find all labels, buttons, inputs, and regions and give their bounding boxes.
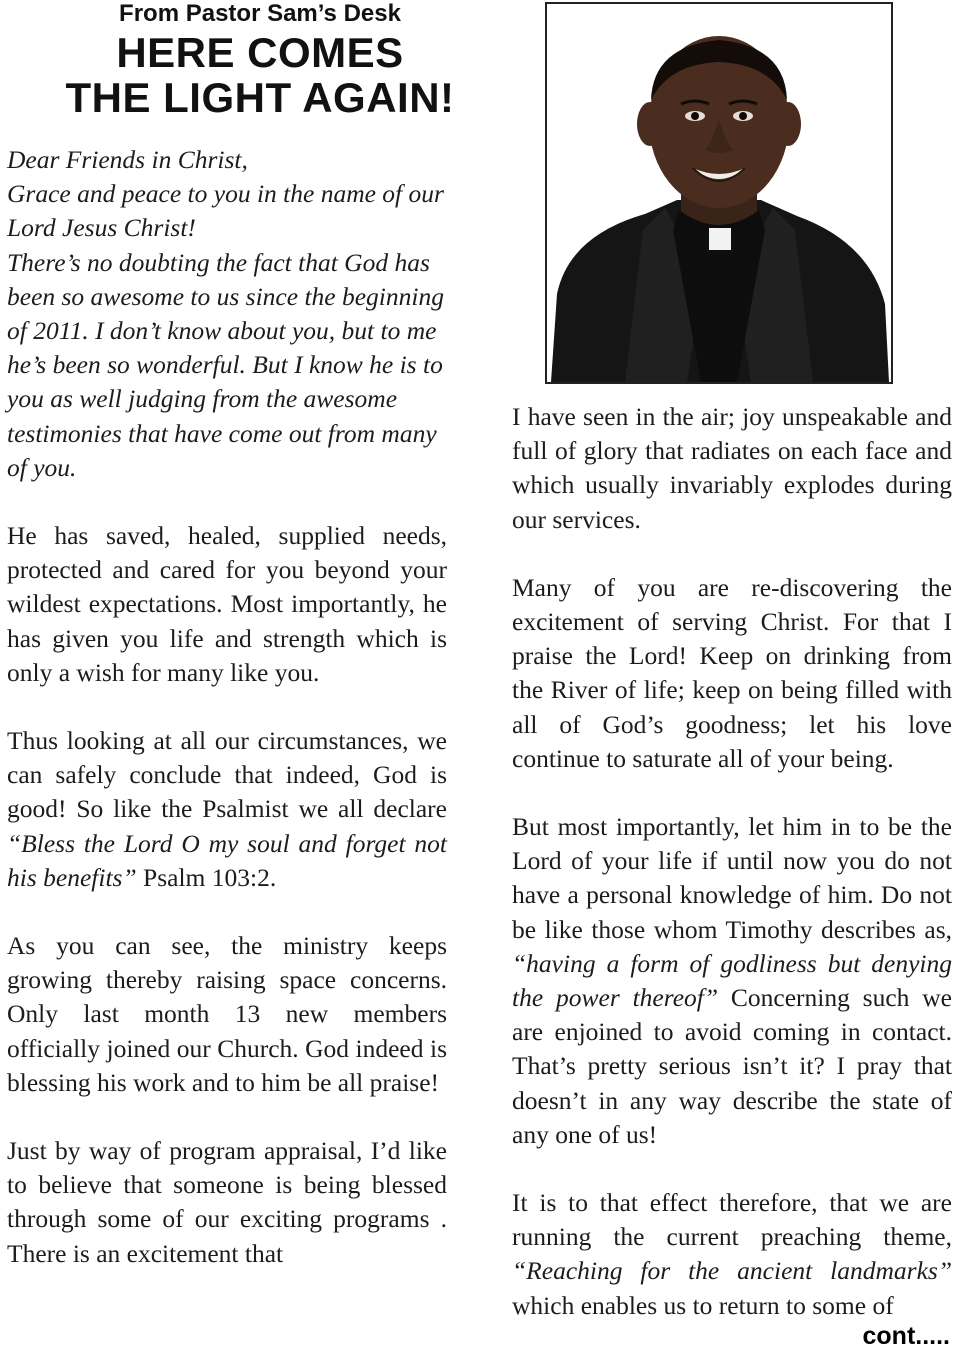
headline	[0, 30, 520, 120]
paragraph-text: Psalm 103:2.	[136, 862, 277, 892]
paragraph-text: Concerning such we are enjoined to avoid coming in contact. That’s pretty serious isn’t it? I pray that doesn’t in any way describe the state of any one of us!	[512, 983, 952, 1149]
paragraph-text: Thus looking at all our circumstances, we can safely conclude that indeed, God is good! So like the Psalmist we all declare	[7, 726, 447, 824]
body-paragraph-1: He has saved, healed, supplied needs, protected and cared for you beyond your wildest expectations. Most importantly, he has given you life and strength which is only a wish for many like you.	[7, 521, 447, 687]
body-paragraph-4: Just by way of program appraisal, I’d like to believe that someone is being blessed through some of our exciting programs . There is an excitement that	[7, 1136, 447, 1268]
opening-paragraph	[7, 143, 447, 485]
continued-marker: cont.....	[862, 1322, 950, 1350]
right-column	[512, 400, 952, 1323]
column-kicker: From Pastor Sam’s Desk	[119, 0, 401, 27]
left-column	[7, 143, 447, 1271]
intro-text: There’s no doubting the fact that God has been so awesome to us since the beginning of 2011. I don’t know about you, but to me he’s been so wonderful. But I know he is to you as well judging from the awesome testimonies that have come out from many of you.	[7, 247, 444, 482]
paragraph-text: It is to that effect therefore, that we are running the current preaching theme,	[512, 1188, 952, 1252]
timothy-quote: “having a form of godliness but denying the power thereof”	[512, 948, 952, 1013]
pastor-portrait	[547, 4, 891, 382]
pastor-photo	[545, 2, 893, 384]
greeting: Dear Friends in Christ,	[7, 145, 248, 174]
psalm-quote: “Bless the Lord O my soul and forget not his benefits”	[7, 828, 447, 892]
body-paragraph-5: I have seen in the air; joy unspeakable and full of glory that radiates on each face and which usually invariably explodes during our services.	[512, 402, 952, 534]
paragraph-text: But most importantly, let him in to be the Lord of your life if until now you do not have a personal knowledge of him. Do not be like those whom Timothy describes as,	[512, 812, 952, 944]
headline-line-2: THE LIGHT AGAIN!	[65, 74, 455, 121]
body-paragraph-8	[512, 1186, 952, 1323]
body-paragraph-6: Many of you are re-discovering the excitement of serving Christ. For that I praise the Lord! Keep on drinking from the River of life; keep on being filled with all of God’s goodness; let his love continue to saturate all of your being.	[512, 572, 952, 773]
greeting-blessing: Grace and peace to you in the name of our Lord Jesus Christ!	[7, 179, 444, 243]
body-paragraph-3: As you can see, the ministry keeps growing thereby raising space concerns. Only last month 13 new members officially joined our Church. God indeed is blessing his work and to him be all praise!	[7, 931, 447, 1097]
paragraph-text: which enables us to return to some of	[512, 1290, 894, 1320]
body-paragraph-2	[7, 724, 447, 895]
preaching-theme: “Reaching for the ancient landmarks”	[512, 1256, 952, 1286]
body-paragraph-7	[512, 810, 952, 1152]
headline-line-1: HERE COMES	[116, 29, 404, 76]
